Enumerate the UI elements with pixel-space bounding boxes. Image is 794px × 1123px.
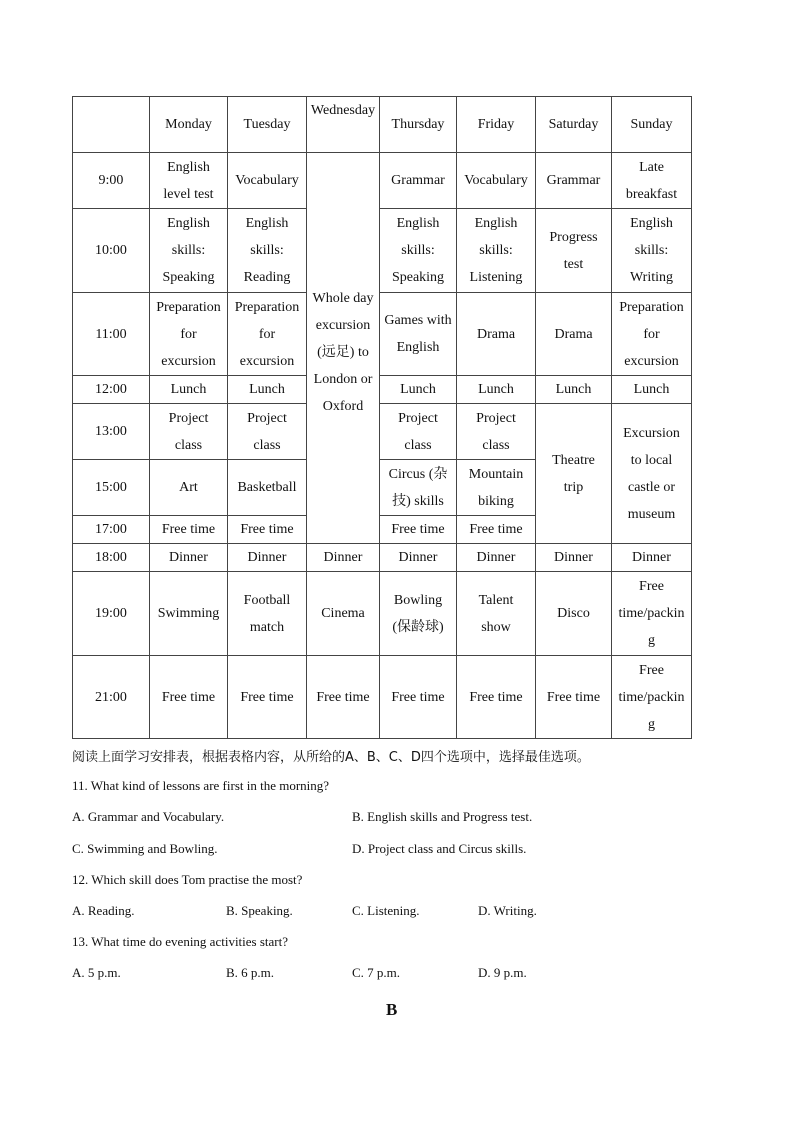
table-cell: Free time <box>536 656 612 739</box>
table-cell: English skills: Reading <box>228 209 307 293</box>
table-cell: Disco <box>536 572 612 656</box>
table-cell: Preparation for excursion <box>150 293 228 376</box>
table-cell: Free time <box>150 656 228 739</box>
table-cell: Free time <box>380 656 457 739</box>
time-cell: 17:00 <box>73 516 150 544</box>
table-cell: Games with English <box>380 293 457 376</box>
header-row <box>73 97 692 153</box>
question-12: 12. Which skill does Tom practise the most? <box>72 872 303 887</box>
table-cell: Late breakfast <box>612 153 692 209</box>
table-row <box>73 544 692 572</box>
time-cell: 11:00 <box>73 293 150 376</box>
header-wednesday: Wednesday <box>310 103 376 118</box>
table-cell: Dinner <box>150 544 228 572</box>
table-cell: Basketball <box>228 460 307 516</box>
option-12-c: C. Listening. <box>352 903 420 918</box>
table-cell: Free time/packin g <box>612 656 692 739</box>
table-cell: English level test <box>150 153 228 209</box>
table-row <box>73 404 692 460</box>
section-label: B <box>386 1000 398 1019</box>
option-13-a: A. 5 p.m. <box>72 965 121 980</box>
header-cell: Friday <box>457 97 536 153</box>
table-cell: Lunch <box>380 376 457 404</box>
table-cell: Free time <box>457 656 536 739</box>
table-cell: Drama <box>536 293 612 376</box>
instructions-text: 阅读上面学习安排表，根据表格内容，从所给的A、B、C、D四个选项中，选择最佳选项。 <box>72 750 590 765</box>
option-11-b: B. English skills and Progress test. <box>352 809 533 824</box>
time-cell: 19:00 <box>73 572 150 656</box>
table-cell: Lunch <box>228 376 307 404</box>
sunday-excursion-cell: Excursion to local castle or museum <box>612 404 692 544</box>
table-cell: Grammar <box>380 153 457 209</box>
table-cell: Lunch <box>536 376 612 404</box>
question-11: 11. What kind of lessons are first in the morning? <box>72 778 330 793</box>
table-cell: English skills: Speaking <box>150 209 228 293</box>
table-row <box>73 376 692 404</box>
table-row <box>73 153 692 209</box>
option-11-c: C. Swimming and Bowling. <box>72 841 218 856</box>
table-cell: Free time <box>228 516 307 544</box>
table-cell: Project class <box>380 404 457 460</box>
table-cell: Lunch <box>150 376 228 404</box>
table-cell: Vocabulary <box>457 153 536 209</box>
table-cell: Swimming <box>150 572 228 656</box>
table-cell: English skills: Speaking <box>380 209 457 293</box>
time-cell: 13:00 <box>73 404 150 460</box>
table-cell: Dinner <box>228 544 307 572</box>
table-cell: Dinner <box>380 544 457 572</box>
table-cell: Bowling (保龄球) <box>380 572 457 656</box>
time-cell: 18:00 <box>73 544 150 572</box>
table-cell: Drama <box>457 293 536 376</box>
table-cell: Football match <box>228 572 307 656</box>
table-cell: Project class <box>457 404 536 460</box>
table-cell: Dinner <box>457 544 536 572</box>
table-cell: Free time <box>228 656 307 739</box>
wednesday-excursion-cell: Whole day excursion (远足) to London or Oxford <box>307 153 380 544</box>
table-cell: Art <box>150 460 228 516</box>
table-cell: Vocabulary <box>228 153 307 209</box>
table-cell: Talent show <box>457 572 536 656</box>
option-11-d: D. Project class and Circus skills. <box>352 841 527 856</box>
table-cell: Free time <box>457 516 536 544</box>
table-cell: Dinner <box>307 544 380 572</box>
table-cell: Circus (杂 技) skills <box>380 460 457 516</box>
header-cell <box>73 97 150 153</box>
table-cell: Preparation for excursion <box>228 293 307 376</box>
option-13-d: D. 9 p.m. <box>478 965 527 980</box>
table-cell: Project class <box>150 404 228 460</box>
table-cell: English skills: Writing <box>612 209 692 293</box>
question-13: 13. What time do evening activities start? <box>72 934 289 949</box>
saturday-theatre-cell: Theatre trip <box>536 404 612 544</box>
table-cell: Lunch <box>457 376 536 404</box>
table-cell: Free time <box>380 516 457 544</box>
option-13-c: C. 7 p.m. <box>352 965 401 980</box>
option-11-a: A. Grammar and Vocabulary. <box>72 809 225 824</box>
header-cell: Saturday <box>536 97 612 153</box>
table-row <box>73 656 692 739</box>
table-row <box>73 293 692 376</box>
table-cell: Lunch <box>612 376 692 404</box>
time-cell: 10:00 <box>73 209 150 293</box>
table-cell: Progress test <box>536 209 612 293</box>
header-cell: Tuesday <box>228 97 307 153</box>
time-cell: 12:00 <box>73 376 150 404</box>
time-cell: 21:00 <box>73 656 150 739</box>
table-cell: Free time <box>150 516 228 544</box>
header-cell: Monday <box>150 97 228 153</box>
option-12-d: D. Writing. <box>478 903 537 918</box>
table-cell: English skills: Listening <box>457 209 536 293</box>
table-cell: Grammar <box>536 153 612 209</box>
table-cell: Dinner <box>612 544 692 572</box>
header-cell: Sunday <box>612 97 692 153</box>
time-cell: 15:00 <box>73 460 150 516</box>
table-cell: Project class <box>228 404 307 460</box>
header-cell <box>307 97 380 153</box>
table-cell: Free time/packin g <box>612 572 692 656</box>
table-cell: Mountain biking <box>457 460 536 516</box>
option-12-a: A. Reading. <box>72 903 135 918</box>
table-row <box>73 572 692 656</box>
table-cell: Free time <box>307 656 380 739</box>
option-13-b: B. 6 p.m. <box>226 965 275 980</box>
option-12-b: B. Speaking. <box>226 903 293 918</box>
header-cell: Thursday <box>380 97 457 153</box>
table-row <box>73 209 692 293</box>
table-cell: Dinner <box>536 544 612 572</box>
table-cell: Cinema <box>307 572 380 656</box>
schedule-table <box>72 96 692 739</box>
time-cell: 9:00 <box>73 153 150 209</box>
table-cell: Preparation for excursion <box>612 293 692 376</box>
